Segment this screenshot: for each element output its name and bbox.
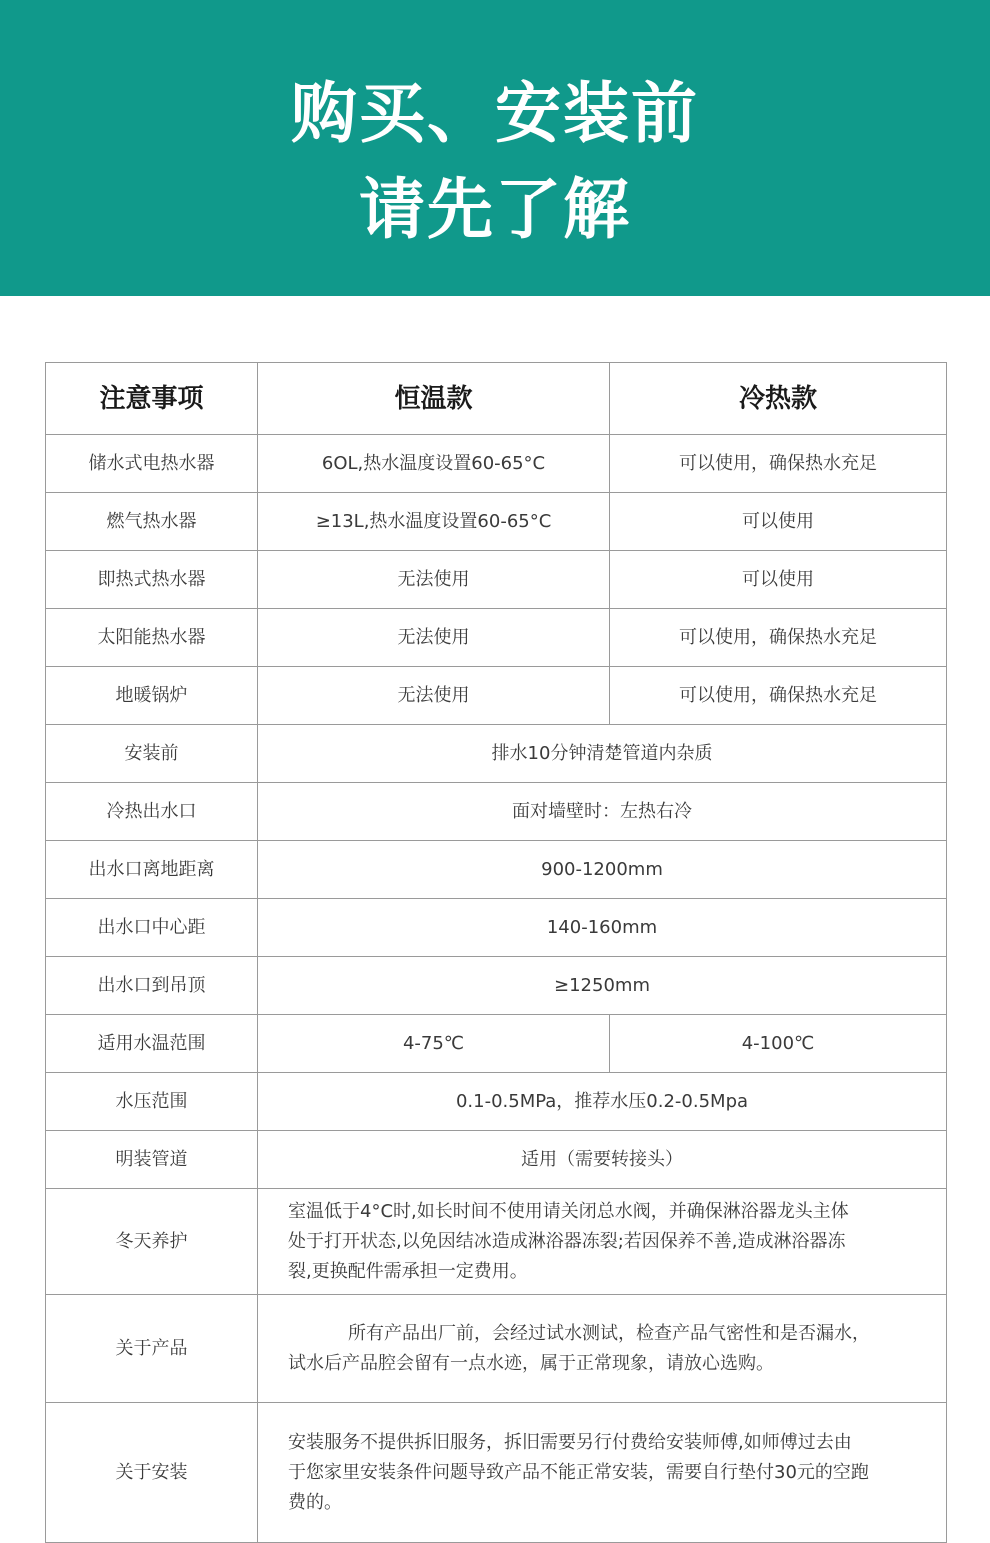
row-label: 关于产品 [46, 1295, 258, 1403]
row-value-hot-cold: 4-100℃ [610, 1015, 947, 1073]
row-value-hot-cold: 可以使用 [610, 551, 947, 609]
row-value-thermostatic: 4-75℃ [258, 1015, 610, 1073]
row-label: 适用水温范围 [46, 1015, 258, 1073]
row-label: 明装管道 [46, 1131, 258, 1189]
row-note-winter-care [258, 1189, 947, 1295]
header-cell-notes: 注意事项 [46, 363, 258, 435]
row-value-thermostatic: 无法使用 [258, 609, 610, 667]
table-row [46, 841, 947, 899]
row-label: 太阳能热水器 [46, 609, 258, 667]
spec-table [45, 362, 947, 1543]
header-cell-hot-cold: 冷热款 [610, 363, 947, 435]
note-line: 裂,更换配件需承担一定费用。 [288, 1260, 528, 1282]
row-value-merged: 排水10分钟清楚管道内杂质 [258, 725, 947, 783]
row-label: 出水口到吊顶 [46, 957, 258, 1015]
row-note-about-product [258, 1295, 947, 1403]
row-value-merged: 140-160mm [258, 899, 947, 957]
table-row [46, 1189, 947, 1295]
note-line: 处于打开状态,以免因结冰造成淋浴器冻裂;若因保养不善,造成淋浴器冻 [288, 1230, 846, 1252]
header-banner [0, 0, 990, 296]
note-line: 于您家里安装条件问题导致产品不能正常安装，需要自行垫付30元的空跑 [288, 1461, 869, 1483]
table-row [46, 899, 947, 957]
row-label: 冬天养护 [46, 1189, 258, 1295]
row-value-merged: ≥1250mm [258, 957, 947, 1015]
row-value-thermostatic: 无法使用 [258, 667, 610, 725]
table-row [46, 493, 947, 551]
header-cell-thermostatic: 恒温款 [258, 363, 610, 435]
row-note-about-install [258, 1403, 947, 1543]
row-label: 冷热出水口 [46, 783, 258, 841]
row-value-thermostatic: ≥13L,热水温度设置60-65°C [258, 493, 610, 551]
row-value-hot-cold: 可以使用，确保热水充足 [610, 435, 947, 493]
note-line: 费的。 [288, 1491, 342, 1513]
table-row [46, 1403, 947, 1543]
row-label: 出水口中心距 [46, 899, 258, 957]
table-row [46, 551, 947, 609]
banner-subtitle: 请先了解 [359, 171, 631, 248]
row-label: 储水式电热水器 [46, 435, 258, 493]
row-label: 燃气热水器 [46, 493, 258, 551]
table-row [46, 783, 947, 841]
row-value-hot-cold: 可以使用，确保热水充足 [610, 667, 947, 725]
row-label: 水压范围 [46, 1073, 258, 1131]
note-line: 所有产品出厂前，会经过试水测试，检查产品气密性和是否漏水， [348, 1322, 870, 1344]
row-label: 出水口离地距离 [46, 841, 258, 899]
table-row [46, 1073, 947, 1131]
row-value-merged: 适用（需要转接头） [258, 1131, 947, 1189]
row-label: 地暖锅炉 [46, 667, 258, 725]
row-value-merged: 0.1-0.5MPa，推荐水压0.2-0.5Mpa [258, 1073, 947, 1131]
table-row [46, 725, 947, 783]
table-row [46, 957, 947, 1015]
row-label: 安装前 [46, 725, 258, 783]
row-value-hot-cold: 可以使用，确保热水充足 [610, 609, 947, 667]
row-label: 关于安装 [46, 1403, 258, 1543]
table-row [46, 609, 947, 667]
row-value-merged: 900-1200mm [258, 841, 947, 899]
row-value-hot-cold: 可以使用 [610, 493, 947, 551]
banner-title: 购买、安装前 [291, 75, 699, 152]
row-value-thermostatic: 6OL,热水温度设置60-65°C [258, 435, 610, 493]
note-line: 试水后产品腔会留有一点水迹，属于正常现象，请放心选购。 [288, 1352, 774, 1374]
table-header-row [46, 363, 947, 435]
table-row [46, 435, 947, 493]
row-value-thermostatic: 无法使用 [258, 551, 610, 609]
table-row [46, 1131, 947, 1189]
note-line: 室温低于4°C时,如长时间不使用请关闭总水阀，并确保淋浴器龙头主体 [288, 1200, 849, 1222]
table-row [46, 1295, 947, 1403]
note-line: 安装服务不提供拆旧服务，拆旧需要另行付费给安装师傅,如师傅过去由 [288, 1431, 852, 1453]
row-value-merged: 面对墙壁时：左热右冷 [258, 783, 947, 841]
table-row [46, 667, 947, 725]
table-row [46, 1015, 947, 1073]
row-label: 即热式热水器 [46, 551, 258, 609]
